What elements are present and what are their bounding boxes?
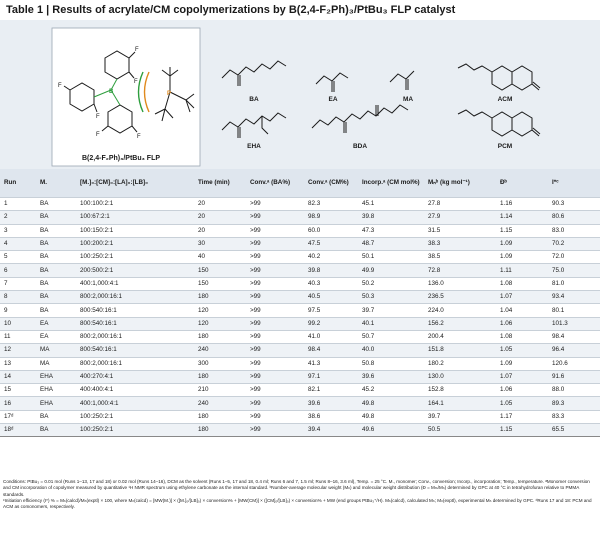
cell-incorp: 47.3: [358, 224, 424, 237]
cell-monomer: EA: [36, 330, 76, 343]
monomer-label-ea: EA: [328, 96, 338, 103]
cell-conv-cm: 47.5: [304, 237, 358, 250]
cell-mn: 27.9: [424, 211, 496, 224]
cell-initiation-efficiency: 83.3: [548, 410, 600, 423]
svg-text:F: F: [96, 114, 100, 120]
cell-time: 240: [194, 344, 246, 357]
cell-monomer: BA: [36, 304, 76, 317]
table-row: [0, 251, 600, 264]
cell-time: 150: [194, 264, 246, 277]
cell-incorp: 49.8: [358, 410, 424, 423]
cell-mn: 31.5: [424, 224, 496, 237]
cell-incorp: 48.7: [358, 237, 424, 250]
cell-ratio: 800:540:16:1: [76, 344, 194, 357]
cell-monomer: BA: [36, 410, 76, 423]
cell-run: 8: [0, 291, 36, 304]
catalyst-label: B(2,4-F₂Ph)₃/PtBu₃ FLP: [82, 155, 161, 162]
cell-monomer: BA: [36, 237, 76, 250]
cell-dispersity: 1.15: [496, 224, 548, 237]
cell-monomer: EHA: [36, 384, 76, 397]
cell-dispersity: 1.16: [496, 198, 548, 211]
cell-initiation-efficiency: 93.4: [548, 291, 600, 304]
cell-initiation-efficiency: 120.6: [548, 357, 600, 370]
cell-initiation-efficiency: 91.6: [548, 370, 600, 383]
cell-mn: 72.8: [424, 264, 496, 277]
cell-mn: 38.5: [424, 251, 496, 264]
cell-mn: 152.8: [424, 384, 496, 397]
monomer-label-eha: EHA: [247, 143, 261, 150]
cell-ratio: 100:250:2:1: [76, 410, 194, 423]
cell-run: 18ᵈ: [0, 424, 36, 437]
table-row: [0, 424, 600, 437]
cell-time: 120: [194, 317, 246, 330]
cell-initiation-efficiency: 70.2: [548, 237, 600, 250]
cell-initiation-efficiency: 72.0: [548, 251, 600, 264]
cell-run: 11: [0, 330, 36, 343]
svg-text:B: B: [109, 89, 114, 95]
cell-mn: 39.7: [424, 410, 496, 423]
cell-mn: 38.3: [424, 237, 496, 250]
cell-incorp: 49.9: [358, 264, 424, 277]
header-mn: Mₙᵇ (kg mol⁻¹): [424, 169, 496, 198]
monomer-label-ba: BA: [249, 96, 259, 103]
cell-conv-cm: 39.4: [304, 424, 358, 437]
cell-dispersity: 1.09: [496, 237, 548, 250]
table-title: Table 1 | Results of acrylate/CM copolymerizations by B(2,4-F₂Ph)₃/PtBu₃ FLP catalyst: [6, 4, 456, 16]
table-row: [0, 397, 600, 410]
header-dispersity: Đᵇ: [496, 169, 548, 198]
table-row: [0, 291, 600, 304]
cell-run: 3: [0, 224, 36, 237]
cell-mn: 136.0: [424, 277, 496, 290]
cell-dispersity: 1.07: [496, 291, 548, 304]
cell-conv-ba: >99: [246, 291, 304, 304]
cell-ratio: 800:540:16:1: [76, 304, 194, 317]
cell-dispersity: 1.08: [496, 277, 548, 290]
cell-incorp: 39.8: [358, 211, 424, 224]
table-row: [0, 344, 600, 357]
cell-conv-cm: 97.1: [304, 370, 358, 383]
svg-text:F: F: [58, 83, 62, 89]
cell-conv-cm: 41.3: [304, 357, 358, 370]
cell-incorp: 39.7: [358, 304, 424, 317]
table-footnotes: [3, 479, 597, 510]
header-initiation-efficiency: I*ᶜ: [548, 169, 600, 198]
cell-conv-cm: 82.3: [304, 198, 358, 211]
cell-conv-ba: >99: [246, 237, 304, 250]
table-row: [0, 330, 600, 343]
table-header-row: [0, 169, 600, 198]
cell-initiation-efficiency: 101.3: [548, 317, 600, 330]
cell-initiation-efficiency: 80.6: [548, 211, 600, 224]
table-body: [0, 198, 600, 437]
cell-time: 180: [194, 330, 246, 343]
cell-time: 40: [194, 251, 246, 264]
cell-initiation-efficiency: 80.1: [548, 304, 600, 317]
cell-run: 10: [0, 317, 36, 330]
cell-initiation-efficiency: 88.0: [548, 384, 600, 397]
cell-initiation-efficiency: 81.0: [548, 277, 600, 290]
table-row: [0, 357, 600, 370]
cell-dispersity: 1.06: [496, 384, 548, 397]
cell-conv-ba: >99: [246, 424, 304, 437]
table-row: [0, 198, 600, 211]
cell-dispersity: 1.06: [496, 317, 548, 330]
cell-ratio: 100:250:2:1: [76, 251, 194, 264]
cell-time: 150: [194, 277, 246, 290]
table-row: [0, 224, 600, 237]
cell-ratio: 100:100:2:1: [76, 198, 194, 211]
footnote-conditions: Conditions: PtBu₃ = 0.01 mol (Runs 1–13, 17 and 18) or 0.02 mol (Runs 14–16), DCM as the solvent (Runs 1–5, 17 and 18, 0.4 ml; Runs 6 and 7, 1.5 ml; Runs 8–16, 3.6 ml), Temp. = 25 °C. M., monomer; Conv., conversion; Incorp., incorporation; Temp., temperature. ᵃMonomer conversion and CM incorporation of copolymer measured by quantitative ¹H NMR spectrum using ethylene carbonate as the internal standard. ᵇNumber-average molecular weight (Mₙ) and molecular weight distribution (Đ = Mₘ/Mₙ) determined by GPC at 40 °C in tetrahydrofuran relative to PMMA standards.: [3, 479, 590, 497]
cell-time: 20: [194, 211, 246, 224]
cell-run: 14: [0, 370, 36, 383]
cell-conv-ba: >99: [246, 251, 304, 264]
cell-incorp: 49.6: [358, 424, 424, 437]
cell-run: 2: [0, 211, 36, 224]
cell-incorp: 50.7: [358, 330, 424, 343]
cell-run: 16: [0, 397, 36, 410]
svg-text:F: F: [134, 79, 138, 85]
table-row: [0, 211, 600, 224]
cell-time: 210: [194, 384, 246, 397]
monomer-label-acm: ACM: [497, 96, 513, 103]
cell-ratio: 100:200:2:1: [76, 237, 194, 250]
cell-run: 15: [0, 384, 36, 397]
cell-time: 240: [194, 397, 246, 410]
cell-conv-ba: >99: [246, 410, 304, 423]
cell-incorp: 50.8: [358, 357, 424, 370]
cell-dispersity: 1.09: [496, 357, 548, 370]
cell-initiation-efficiency: 98.4: [548, 330, 600, 343]
cell-time: 30: [194, 237, 246, 250]
cell-conv-cm: 82.1: [304, 384, 358, 397]
cell-dispersity: 1.14: [496, 211, 548, 224]
cell-monomer: EA: [36, 317, 76, 330]
cell-mn: 236.5: [424, 291, 496, 304]
cell-dispersity: 1.05: [496, 397, 548, 410]
cell-time: 180: [194, 370, 246, 383]
cell-monomer: EHA: [36, 370, 76, 383]
cell-run: 7: [0, 277, 36, 290]
table-row: [0, 264, 600, 277]
cell-incorp: 45.2: [358, 384, 424, 397]
cell-run: 13: [0, 357, 36, 370]
cell-initiation-efficiency: 90.3: [548, 198, 600, 211]
monomer-label-pcm: PCM: [497, 143, 513, 150]
cell-monomer: EHA: [36, 397, 76, 410]
cell-conv-ba: >99: [246, 330, 304, 343]
cell-conv-cm: 39.8: [304, 264, 358, 277]
cell-conv-ba: >99: [246, 370, 304, 383]
cell-initiation-efficiency: 96.4: [548, 344, 600, 357]
cell-conv-ba: >99: [246, 211, 304, 224]
cell-conv-ba: >99: [246, 304, 304, 317]
cell-mn: 151.8: [424, 344, 496, 357]
cell-initiation-efficiency: 75.0: [548, 264, 600, 277]
cell-incorp: 50.1: [358, 251, 424, 264]
cell-monomer: BA: [36, 264, 76, 277]
cell-monomer: MA: [36, 357, 76, 370]
cell-dispersity: 1.05: [496, 344, 548, 357]
cell-conv-ba: >99: [246, 344, 304, 357]
cell-incorp: 40.0: [358, 344, 424, 357]
cell-monomer: BA: [36, 251, 76, 264]
cell-incorp: 50.3: [358, 291, 424, 304]
table-row: [0, 237, 600, 250]
cell-mn: 50.5: [424, 424, 496, 437]
table-row: [0, 317, 600, 330]
cell-ratio: 800:540:16:1: [76, 317, 194, 330]
cell-ratio: 200:500:2:1: [76, 264, 194, 277]
cell-conv-cm: 38.6: [304, 410, 358, 423]
cell-ratio: 400:400:4:1: [76, 384, 194, 397]
cell-time: 20: [194, 198, 246, 211]
cell-conv-cm: 40.3: [304, 277, 358, 290]
cell-incorp: 45.1: [358, 198, 424, 211]
cell-run: 12: [0, 344, 36, 357]
cell-mn: 130.0: [424, 370, 496, 383]
cell-conv-cm: 40.5: [304, 291, 358, 304]
cell-ratio: 800:2,000:16:1: [76, 291, 194, 304]
cell-conv-cm: 97.5: [304, 304, 358, 317]
cell-time: 20: [194, 224, 246, 237]
cell-initiation-efficiency: 89.3: [548, 397, 600, 410]
cell-run: 6: [0, 264, 36, 277]
cell-conv-cm: 39.6: [304, 397, 358, 410]
cell-conv-cm: 60.0: [304, 224, 358, 237]
cell-mn: 180.2: [424, 357, 496, 370]
cell-mn: 224.0: [424, 304, 496, 317]
cell-incorp: 39.6: [358, 370, 424, 383]
cell-time: 180: [194, 424, 246, 437]
cell-dispersity: 1.17: [496, 410, 548, 423]
cell-ratio: 400:270:4:1: [76, 370, 194, 383]
cell-conv-cm: 40.2: [304, 251, 358, 264]
table-row: [0, 277, 600, 290]
cell-dispersity: 1.09: [496, 251, 548, 264]
chemical-scheme: [0, 20, 600, 169]
cell-initiation-efficiency: 83.0: [548, 224, 600, 237]
cell-dispersity: 1.07: [496, 370, 548, 383]
cell-dispersity: 1.11: [496, 264, 548, 277]
cell-monomer: BA: [36, 291, 76, 304]
cell-ratio: 800:2,000:16:1: [76, 330, 194, 343]
cell-time: 120: [194, 304, 246, 317]
cell-conv-cm: 99.2: [304, 317, 358, 330]
cell-ratio: 400:1,000:4:1: [76, 397, 194, 410]
cell-ratio: 100:150:2:1: [76, 224, 194, 237]
cell-mn: 164.1: [424, 397, 496, 410]
cell-time: 180: [194, 291, 246, 304]
table-row: [0, 384, 600, 397]
cell-conv-cm: 41.0: [304, 330, 358, 343]
cell-mn: 27.8: [424, 198, 496, 211]
cell-ratio: 100:67:2:1: [76, 211, 194, 224]
svg-text:F: F: [96, 132, 100, 138]
cell-incorp: 49.8: [358, 397, 424, 410]
cell-run: 9: [0, 304, 36, 317]
cell-dispersity: 1.04: [496, 304, 548, 317]
svg-text:F: F: [135, 47, 139, 53]
cell-conv-ba: >99: [246, 198, 304, 211]
monomer-label-ma: MA: [402, 96, 414, 103]
svg-text:P: P: [167, 91, 172, 97]
cell-run: 17ᵈ: [0, 410, 36, 423]
cell-monomer: BA: [36, 277, 76, 290]
cell-initiation-efficiency: 65.5: [548, 424, 600, 437]
cell-monomer: BA: [36, 424, 76, 437]
cell-ratio: 100:250:2:1: [76, 424, 194, 437]
cell-conv-cm: 98.9: [304, 211, 358, 224]
cell-dispersity: 1.08: [496, 330, 548, 343]
cell-time: 300: [194, 357, 246, 370]
header-conv-cm: Conv.ᵃ (CM%): [304, 169, 358, 198]
header-run: Run: [0, 169, 36, 198]
cell-mn: 200.4: [424, 330, 496, 343]
results-table: [0, 169, 600, 437]
cell-monomer: BA: [36, 224, 76, 237]
cell-conv-ba: >99: [246, 384, 304, 397]
cell-run: 4: [0, 237, 36, 250]
table-row: [0, 304, 600, 317]
footnote-initiation: ᶜInitiation efficiency (I*) % = Mₙ(calcd)/Mₙ(exptl) × 100, where Mₙ(calcd) = [MW(M.)] × ([M.]₀/[LB]₀) × conversion% + [MW(CM)] × ([CM]₀/[LB]₀) × conversion% + MW (end groups PtBu₃⁺/H). Mₙ(calcd), calculated Mₙ; Mₙ(exptl), experimental Mₙ determined by GPC. ᵈRuns 17 and 18: PCM and ACM as comonomers, respectively.: [3, 497, 592, 510]
cell-conv-ba: >99: [246, 277, 304, 290]
cell-ratio: 800:2,000:16:1: [76, 357, 194, 370]
svg-text:F: F: [137, 134, 141, 140]
cell-ratio: 400:1,000:4:1: [76, 277, 194, 290]
cell-conv-ba: >99: [246, 317, 304, 330]
cell-run: 1: [0, 198, 36, 211]
header-time: Time (min): [194, 169, 246, 198]
table-row: [0, 370, 600, 383]
cell-conv-ba: >99: [246, 224, 304, 237]
cell-time: 180: [194, 410, 246, 423]
cell-monomer: BA: [36, 211, 76, 224]
cell-mn: 156.2: [424, 317, 496, 330]
cell-conv-ba: >99: [246, 264, 304, 277]
header-conv-ba: Conv.ᵃ (BA%): [246, 169, 304, 198]
cell-conv-cm: 98.4: [304, 344, 358, 357]
monomer-label-bda: BDA: [352, 143, 368, 150]
header-ratio: [M.]₀:[CM]₀:[LA]₀:[LB]₀: [76, 169, 194, 198]
header-incorp: Incorp.ᵃ (CM mol%): [358, 169, 424, 198]
catalyst-box: [52, 28, 200, 166]
cell-incorp: 50.2: [358, 277, 424, 290]
header-monomer: M.: [36, 169, 76, 198]
table-row: [0, 410, 600, 423]
cell-dispersity: 1.15: [496, 424, 548, 437]
cell-run: 5: [0, 251, 36, 264]
cell-conv-ba: >99: [246, 397, 304, 410]
cell-incorp: 40.1: [358, 317, 424, 330]
cell-monomer: MA: [36, 344, 76, 357]
cell-conv-ba: >99: [246, 357, 304, 370]
cell-monomer: BA: [36, 198, 76, 211]
